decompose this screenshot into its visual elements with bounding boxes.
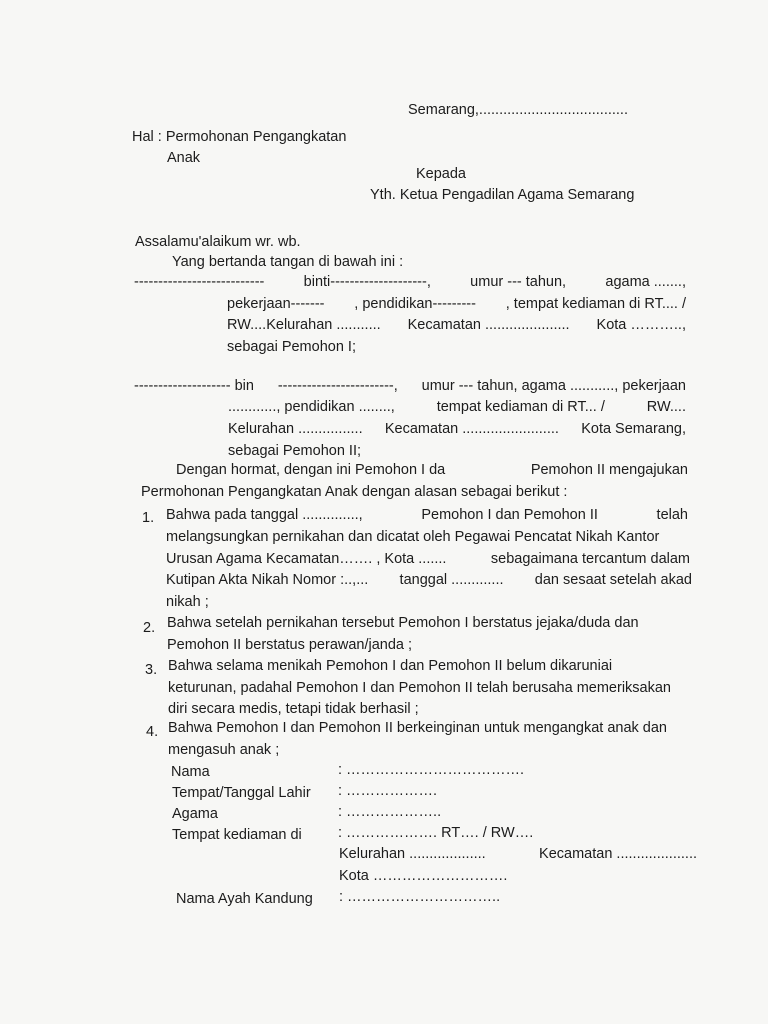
item-3-line-2: keturunan, padahal Pemohon I dan Pemohon II telah berusaha memeriksakan: [168, 680, 671, 696]
recipient-name: Yth. Ketua Pengadilan Agama Semarang: [370, 187, 635, 203]
item-3-line-3: diri secara medis, tetapi tidak berhasil ;: [168, 701, 419, 717]
item-4-line-2: mengasuh anak ;: [168, 742, 280, 758]
item-1-l1-a: Bahwa pada tanggal ..............,: [166, 507, 363, 523]
recipient-kepada: Kepada: [416, 166, 466, 182]
intro: Yang bertanda tangan di bawah ini :: [172, 254, 404, 270]
item-4-line-1: Bahwa Pemohon I dan Pemohon II berkeinginan untuk mengangkat anak dan: [168, 720, 667, 736]
opening-line-1: [176, 462, 688, 478]
field-birth-value: : ……………….: [338, 783, 438, 799]
applicant2-line-2: [228, 399, 686, 415]
field-residence-value: : ………………. RT…. / RW….: [338, 825, 534, 841]
field-religion-label: Agama: [172, 806, 218, 822]
applicant2-line-3: [228, 421, 686, 437]
applicant1-line-1: [134, 274, 686, 290]
place-date: Semarang,.....................................: [408, 102, 628, 118]
item-1-l4-a: Kutipan Akta Nikah Nomor :..,...: [166, 572, 369, 588]
field-kelurahan-line: [339, 846, 697, 862]
applicant2-l3-b: Kecamatan ........................: [384, 421, 559, 437]
applicant1-l1-b: binti--------------------,: [303, 274, 431, 290]
applicant2-l1-a: -------------------- bin: [134, 378, 254, 394]
applicant2-l1-c: umur --- tahun, agama ..........., pekerjaan: [421, 378, 686, 394]
field-kecamatan: Kecamatan ....................: [539, 846, 697, 862]
applicant1-l3-b: Kecamatan .....................: [407, 317, 570, 333]
applicant1-l3-c: Kota ………..,: [596, 317, 686, 333]
item-3-number: 3.: [145, 662, 158, 678]
field-residence-label: Tempat kediaman di: [172, 827, 302, 843]
item-2-line-2: Pemohon II berstatus perawan/janda ;: [167, 637, 413, 653]
opening-line-2: Permohonan Pengangkatan Anak dengan alasan sebagai berikut :: [141, 484, 568, 500]
greeting: Assalamu'alaikum wr. wb.: [135, 234, 301, 250]
field-kota: Kota ……………………….: [339, 868, 508, 884]
field-name-label: Nama: [171, 764, 210, 780]
item-1-l3-a: Urusan Agama Kecamatan……. , Kota .......: [166, 551, 447, 567]
item-1-line-3: [166, 551, 690, 567]
item-1-number: 1.: [142, 510, 155, 526]
item-1-line-5: nikah ;: [166, 594, 209, 610]
item-2-number: 2.: [143, 620, 156, 636]
item-2-line-1: Bahwa setelah pernikahan tersebut Pemohon I berstatus jejaka/duda dan: [167, 615, 639, 631]
applicant2-role: sebagai Pemohon II;: [228, 443, 362, 459]
applicant2-l3-a: Kelurahan ................: [228, 421, 363, 437]
applicant2-l3-c: Kota Semarang,: [581, 421, 686, 437]
item-1-line-1: [166, 507, 688, 523]
applicant1-l2-c: , tempat kediaman di RT.... /: [505, 296, 686, 312]
field-father-value: : …………………………..: [339, 889, 501, 905]
opening-l1-a: Dengan hormat, dengan ini Pemohon I da: [176, 462, 446, 478]
item-1-l1-c: telah: [656, 507, 688, 523]
applicant1-l2-a: pekerjaan-------: [227, 296, 325, 312]
field-father-label: Nama Ayah Kandung: [176, 891, 313, 907]
field-birth-label: Tempat/Tanggal Lahir: [172, 785, 311, 801]
item-1-line-4: [166, 572, 692, 588]
item-3-line-1: Bahwa selama menikah Pemohon I dan Pemohon II belum dikaruniai: [168, 658, 613, 674]
applicant2-l2-b: tempat kediaman di RT... /: [436, 399, 605, 415]
applicant2-l1-b: ------------------------,: [277, 378, 398, 394]
item-4-number: 4.: [146, 724, 159, 740]
applicant2-l2-a: ............, pendidikan ........,: [228, 399, 395, 415]
applicant2-l2-c: RW....: [646, 399, 686, 415]
opening-l1-b: Pemohon II mengajukan: [530, 462, 688, 478]
applicant1-l2-b: , pendidikan---------: [354, 296, 476, 312]
subject-line-1: Hal : Permohonan Pengangkatan: [132, 129, 347, 145]
applicant1-l1-c: umur --- tahun,: [470, 274, 567, 290]
applicant1-l1-d: agama .......,: [605, 274, 686, 290]
field-religion-value: : ………………..: [338, 804, 442, 820]
field-name-value: : ……………………………….: [338, 762, 525, 778]
applicant1-line-2: [227, 296, 686, 312]
subject-line-2: Anak: [167, 150, 201, 166]
applicant1-role: sebagai Pemohon I;: [227, 339, 356, 355]
applicant1-l1-a: ---------------------------: [134, 274, 265, 290]
item-1-l4-b: tanggal .............: [399, 572, 504, 588]
applicant1-line-3: [227, 317, 686, 333]
item-1-l4-c: dan sesaat setelah akad: [534, 572, 692, 588]
applicant1-l3-a: RW....Kelurahan ...........: [227, 317, 381, 333]
item-1-l3-b: sebagaimana tercantum dalam: [490, 551, 690, 567]
applicant2-line-1: [134, 378, 686, 394]
item-1-l1-b: Pemohon I dan Pemohon II: [421, 507, 598, 523]
field-kelurahan: Kelurahan ...................: [339, 846, 486, 862]
item-1-line-2: melangsungkan pernikahan dan dicatat oleh Pegawai Pencatat Nikah Kantor: [166, 529, 660, 545]
